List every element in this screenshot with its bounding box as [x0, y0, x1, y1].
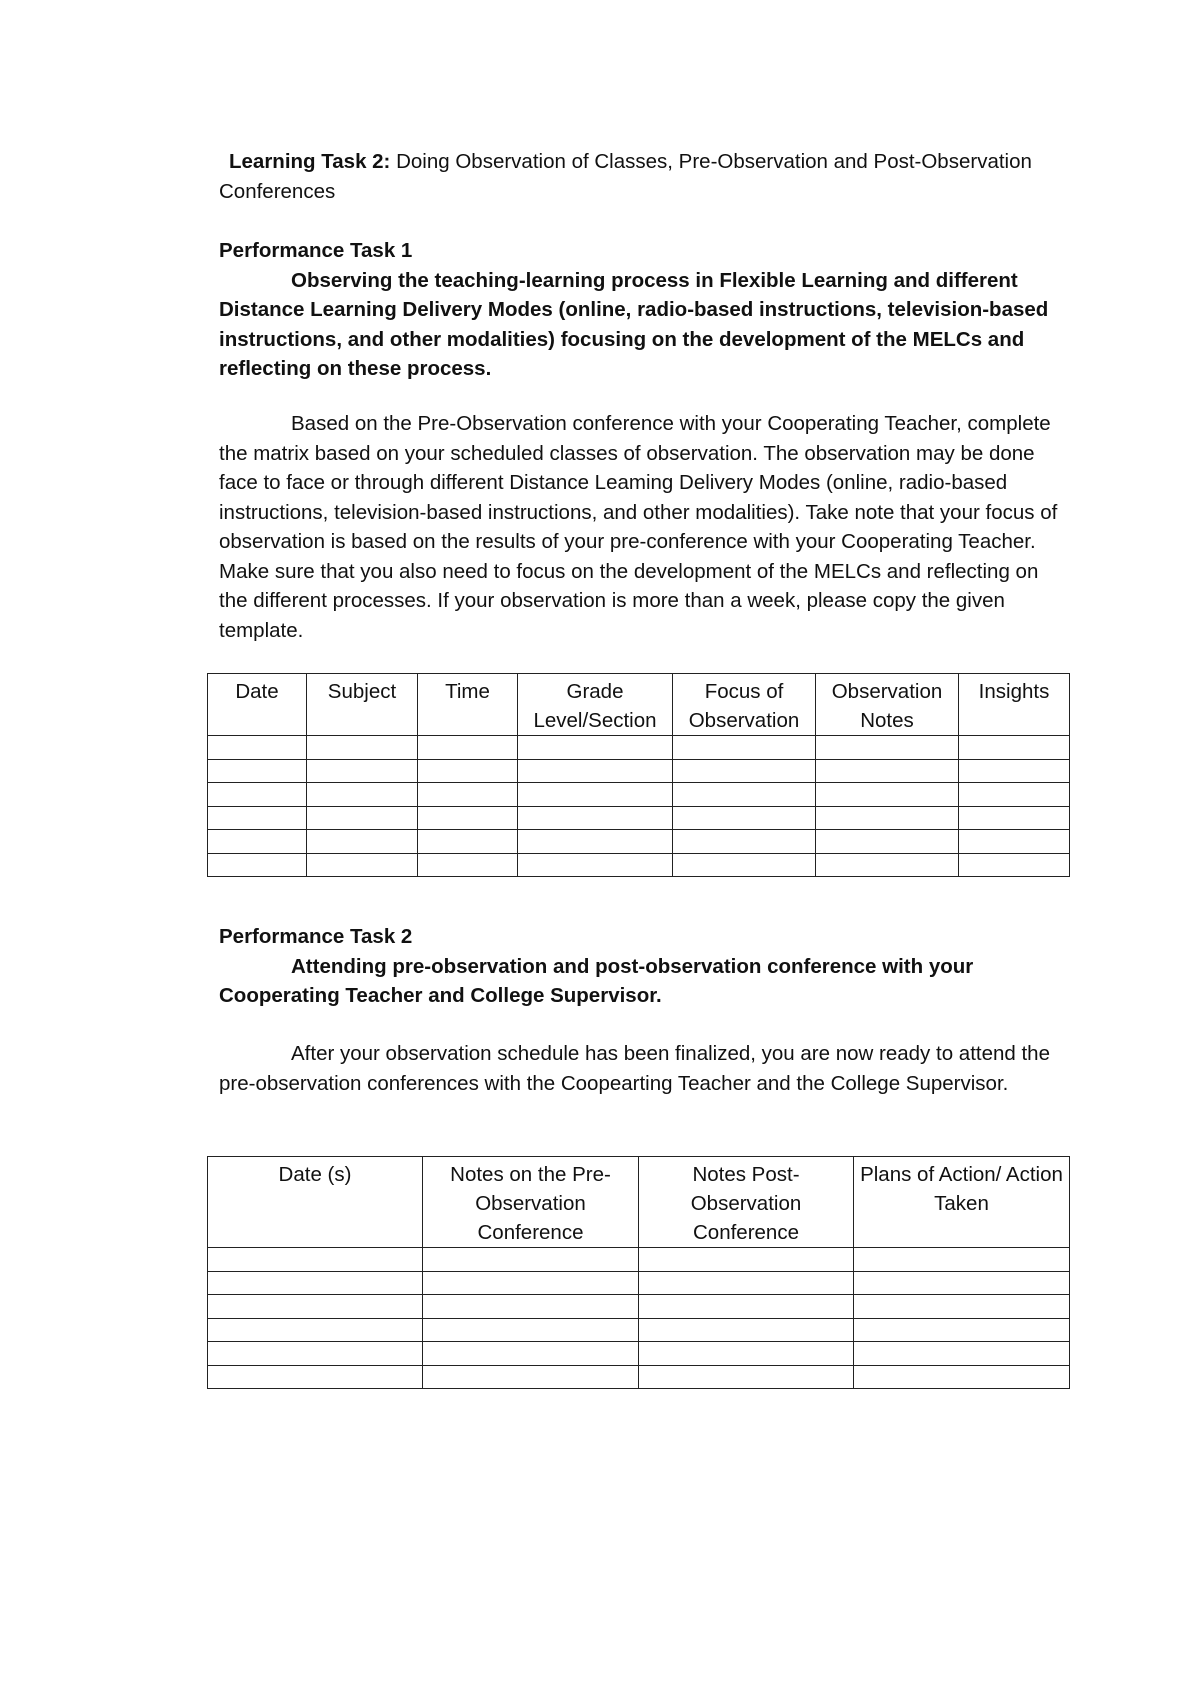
- table-cell[interactable]: [639, 1248, 854, 1272]
- table-cell[interactable]: [639, 1271, 854, 1295]
- column-header-date: Date: [208, 674, 307, 736]
- table-cell[interactable]: [854, 1318, 1070, 1342]
- table-cell[interactable]: [854, 1365, 1070, 1389]
- column-header-subject: Subject: [307, 674, 418, 736]
- table-cell[interactable]: [673, 736, 816, 760]
- table-cell[interactable]: [307, 759, 418, 783]
- table-cell[interactable]: [208, 1248, 423, 1272]
- table-cell[interactable]: [816, 759, 959, 783]
- table-cell[interactable]: [816, 830, 959, 854]
- table-cell[interactable]: [418, 853, 518, 877]
- table-cell[interactable]: [208, 853, 307, 877]
- table-cell[interactable]: [959, 736, 1070, 760]
- table-row: [208, 759, 1070, 783]
- performance-task-1-section: [219, 236, 1059, 384]
- learning-task-label: Learning Task 2:: [229, 150, 391, 173]
- table-cell[interactable]: [639, 1342, 854, 1366]
- table-cell[interactable]: [854, 1295, 1070, 1319]
- table-cell[interactable]: [639, 1295, 854, 1319]
- table-cell[interactable]: [673, 806, 816, 830]
- table-cell[interactable]: [423, 1365, 639, 1389]
- table-row: [208, 783, 1070, 807]
- table-cell[interactable]: [816, 736, 959, 760]
- table-cell[interactable]: [518, 806, 673, 830]
- table-row: [208, 1342, 1070, 1366]
- table-cell[interactable]: [639, 1365, 854, 1389]
- table-cell[interactable]: [208, 736, 307, 760]
- column-header-observation-notes: Observation Notes: [816, 674, 959, 736]
- learning-task-heading: [219, 147, 1059, 206]
- table-cell[interactable]: [959, 853, 1070, 877]
- table-cell[interactable]: [959, 806, 1070, 830]
- table-row: [208, 1295, 1070, 1319]
- table-cell[interactable]: [959, 830, 1070, 854]
- table-cell[interactable]: [854, 1342, 1070, 1366]
- table-cell[interactable]: [673, 830, 816, 854]
- table-cell[interactable]: [423, 1342, 639, 1366]
- table-cell[interactable]: [518, 853, 673, 877]
- column-header-pre-observation-notes: Notes on the Pre-Observation Conference: [423, 1157, 639, 1248]
- table-cell[interactable]: [959, 759, 1070, 783]
- table-cell[interactable]: [423, 1295, 639, 1319]
- performance-task-1-heading: Performance Task 1: [219, 239, 413, 262]
- table-cell[interactable]: [208, 1295, 423, 1319]
- table-cell[interactable]: [208, 1318, 423, 1342]
- table-row: [208, 1365, 1070, 1389]
- table-row: [208, 1248, 1070, 1272]
- performance-task-1-instructions-block: [219, 409, 1059, 645]
- table-row: [208, 830, 1070, 854]
- table-cell[interactable]: [208, 783, 307, 807]
- table-cell[interactable]: [208, 830, 307, 854]
- learning-task-title: Doing Observation of Classes, Pre-Observation and Post-Observation Conferences: [219, 150, 1032, 203]
- table-cell[interactable]: [208, 759, 307, 783]
- table-cell[interactable]: [639, 1318, 854, 1342]
- column-header-focus: Focus of Observation: [673, 674, 816, 736]
- table-cell[interactable]: [208, 1365, 423, 1389]
- table-cell[interactable]: [307, 806, 418, 830]
- table-cell[interactable]: [816, 853, 959, 877]
- column-header-insights: Insights: [959, 674, 1070, 736]
- column-header-plans-of-action: Plans of Action/ Action Taken: [854, 1157, 1070, 1248]
- performance-task-2-objective: Attending pre-observation and post-observation conference with your Cooperating Teacher and College Supervisor.: [219, 954, 974, 1007]
- table-cell[interactable]: [518, 759, 673, 783]
- table-cell[interactable]: [418, 736, 518, 760]
- performance-task-2-instructions: After your observation schedule has been finalized, you are now ready to attend the pre-observation conferences with the Coopearting Teacher and the College Supervisor.: [219, 1042, 1050, 1095]
- table-cell[interactable]: [518, 783, 673, 807]
- table-header-row: [208, 674, 1070, 736]
- table-cell[interactable]: [208, 1342, 423, 1366]
- table-cell[interactable]: [673, 853, 816, 877]
- table-cell[interactable]: [418, 759, 518, 783]
- column-header-dates: Date (s): [208, 1157, 423, 1248]
- table-cell[interactable]: [418, 783, 518, 807]
- column-header-grade-level: Grade Level/Section: [518, 674, 673, 736]
- performance-task-2-section: [219, 922, 1059, 1011]
- table-row: [208, 1271, 1070, 1295]
- table-cell[interactable]: [518, 736, 673, 760]
- conference-notes-table: [207, 1156, 1070, 1389]
- table-cell[interactable]: [816, 783, 959, 807]
- table-cell[interactable]: [307, 830, 418, 854]
- table-cell[interactable]: [854, 1271, 1070, 1295]
- table-header-row: [208, 1157, 1070, 1248]
- table-cell[interactable]: [673, 759, 816, 783]
- table-cell[interactable]: [208, 1271, 423, 1295]
- table-cell[interactable]: [423, 1318, 639, 1342]
- table-cell[interactable]: [518, 830, 673, 854]
- observation-matrix-table: [207, 673, 1070, 877]
- table-cell[interactable]: [208, 806, 307, 830]
- table-row: [208, 806, 1070, 830]
- table-row: [208, 736, 1070, 760]
- table-cell[interactable]: [423, 1271, 639, 1295]
- performance-task-1-instructions: Based on the Pre-Observation conference with your Cooperating Teacher, complete the matrix based on your scheduled classes of observation. The observation may be done face to face or through different Distance Leaming Delivery Modes (online, radio-based instructions, television-based instructions, and other modalities). Take note that your focus of observation is based on the results of your pre-conference with your Cooperating Teacher. Make sure that you also need to focus on the development of the MELCs and reflecting on the different processes. If your observation is more than a week, please copy the given template.: [219, 412, 1058, 642]
- table-cell[interactable]: [423, 1248, 639, 1272]
- performance-task-2-heading: Performance Task 2: [219, 925, 413, 948]
- table-cell[interactable]: [307, 736, 418, 760]
- column-header-post-observation-notes: Notes Post-Observation Conference: [639, 1157, 854, 1248]
- column-header-time: Time: [418, 674, 518, 736]
- performance-task-2-instructions-block: [219, 1039, 1059, 1098]
- table-cell[interactable]: [959, 783, 1070, 807]
- table-cell[interactable]: [307, 783, 418, 807]
- table-cell[interactable]: [854, 1248, 1070, 1272]
- table-cell[interactable]: [816, 806, 959, 830]
- table-row: [208, 853, 1070, 877]
- table-cell[interactable]: [673, 783, 816, 807]
- table-cell[interactable]: [418, 806, 518, 830]
- performance-task-1-objective: Observing the teaching-learning process in Flexible Learning and different Distance Learning Delivery Modes (online, radio-based instructions, television-based instructions, and other modalities) focusing on the development of the MELCs and reflecting on these process.: [219, 268, 1049, 380]
- table-cell[interactable]: [418, 830, 518, 854]
- table-cell[interactable]: [307, 853, 418, 877]
- table-row: [208, 1318, 1070, 1342]
